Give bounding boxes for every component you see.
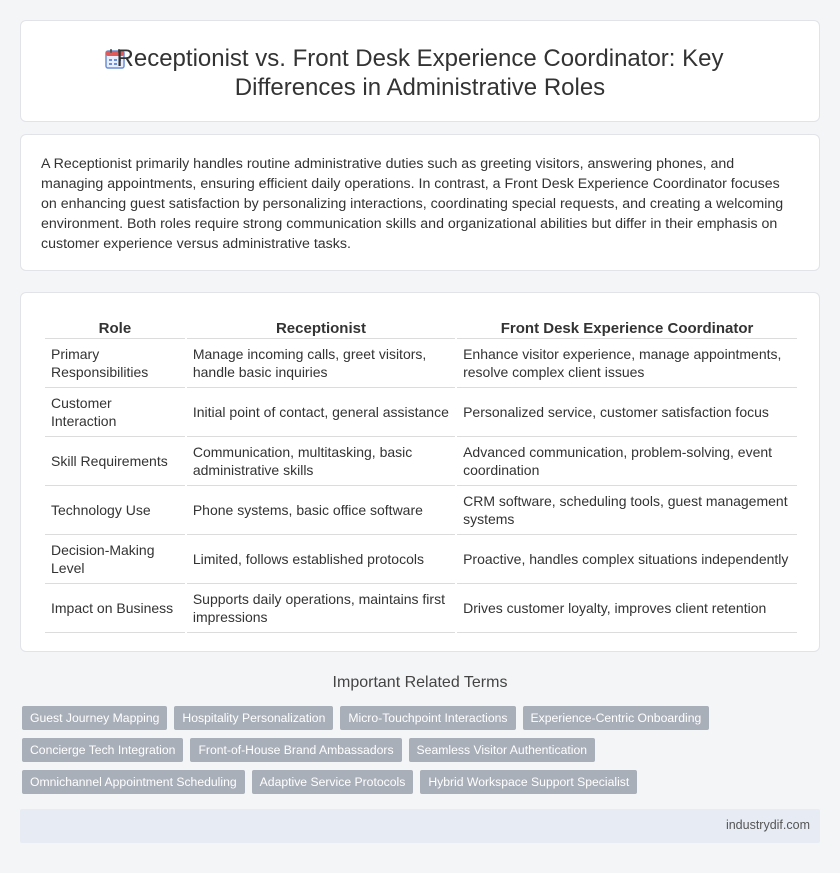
table-header-row bbox=[45, 313, 797, 339]
table-cell: Communication, multitasking, basic administrative skills bbox=[187, 437, 455, 486]
footer bbox=[20, 809, 820, 843]
page-title bbox=[21, 44, 819, 102]
related-term-tag[interactable]: Hybrid Workspace Support Specialist bbox=[420, 770, 637, 794]
table-cell: Initial point of contact, general assistance bbox=[187, 388, 455, 437]
table-cell: Advanced communication, problem-solving, event coordination bbox=[457, 437, 797, 486]
column-header-coordinator: Front Desk Experience Coordinator bbox=[457, 313, 797, 339]
table-cell: Customer Interaction bbox=[45, 388, 185, 437]
table-cell: Limited, follows established protocols bbox=[187, 535, 455, 584]
related-term-tag[interactable]: Front-of-House Brand Ambassadors bbox=[190, 738, 401, 762]
table-cell: CRM software, scheduling tools, guest management systems bbox=[457, 486, 797, 535]
table-cell: Skill Requirements bbox=[45, 437, 185, 486]
related-term-tag[interactable]: Hospitality Personalization bbox=[174, 706, 333, 730]
header-card bbox=[20, 20, 820, 122]
table-cell: Phone systems, basic office software bbox=[187, 486, 455, 535]
intro-card bbox=[20, 134, 820, 271]
table-cell: Drives customer loyalty, improves client retention bbox=[457, 584, 797, 633]
intro-paragraph: A Receptionist primarily handles routine administrative duties such as greeting visitors, answering phones, and managing appointments, ensuring efficient daily operations. In contrast, a Front Desk Experience Coordinator focuses on enhancing guest satisfaction by personalizing interactions, coordinating special requests, and creating a welcoming environment. Both roles require strong communication skills and organizational abilities but differ in their emphasis on customer experience versus administrative tasks. bbox=[41, 156, 784, 252]
table-row bbox=[45, 584, 797, 633]
footer-site-link[interactable]: industrydif.com bbox=[725, 818, 810, 832]
table-cell: Supports daily operations, maintains first impressions bbox=[187, 584, 455, 633]
table-cell: Manage incoming calls, greet visitors, handle basic inquiries bbox=[187, 339, 455, 388]
related-term-tag[interactable]: Concierge Tech Integration bbox=[22, 738, 183, 762]
table-cell: Primary Responsibilities bbox=[45, 339, 185, 388]
related-term-tag[interactable]: Omnichannel Appointment Scheduling bbox=[22, 770, 245, 794]
column-header-role: Role bbox=[45, 313, 185, 339]
related-terms-list bbox=[22, 706, 822, 802]
page-title-line-1: Receptionist vs. Front Desk Experience Coordinator: Key bbox=[116, 45, 724, 72]
related-term-tag[interactable]: Micro-Touchpoint Interactions bbox=[340, 706, 515, 730]
comparison-table bbox=[43, 313, 799, 633]
table-row bbox=[45, 339, 797, 388]
table-row bbox=[45, 388, 797, 437]
table-row bbox=[45, 486, 797, 535]
table-cell: Impact on Business bbox=[45, 584, 185, 633]
table-row bbox=[45, 535, 797, 584]
page-title-line-2: Differences in Administrative Roles bbox=[234, 74, 606, 101]
table-cell: Personalized service, customer satisfaction focus bbox=[457, 388, 797, 437]
comparison-table-card bbox=[20, 292, 820, 652]
table-cell: Enhance visitor experience, manage appointments, resolve complex client issues bbox=[457, 339, 797, 388]
table-row bbox=[45, 437, 797, 486]
related-term-tag[interactable]: Experience-Centric Onboarding bbox=[523, 706, 710, 730]
table-cell: Proactive, handles complex situations independently bbox=[457, 535, 797, 584]
table-cell: Decision-Making Level bbox=[45, 535, 185, 584]
related-terms-heading: Important Related Terms bbox=[332, 674, 508, 691]
related-term-tag[interactable]: Guest Journey Mapping bbox=[22, 706, 167, 730]
related-term-tag[interactable]: Seamless Visitor Authentication bbox=[409, 738, 596, 762]
column-header-receptionist: Receptionist bbox=[187, 313, 455, 339]
table-cell: Technology Use bbox=[45, 486, 185, 535]
related-term-tag[interactable]: Adaptive Service Protocols bbox=[252, 770, 414, 794]
